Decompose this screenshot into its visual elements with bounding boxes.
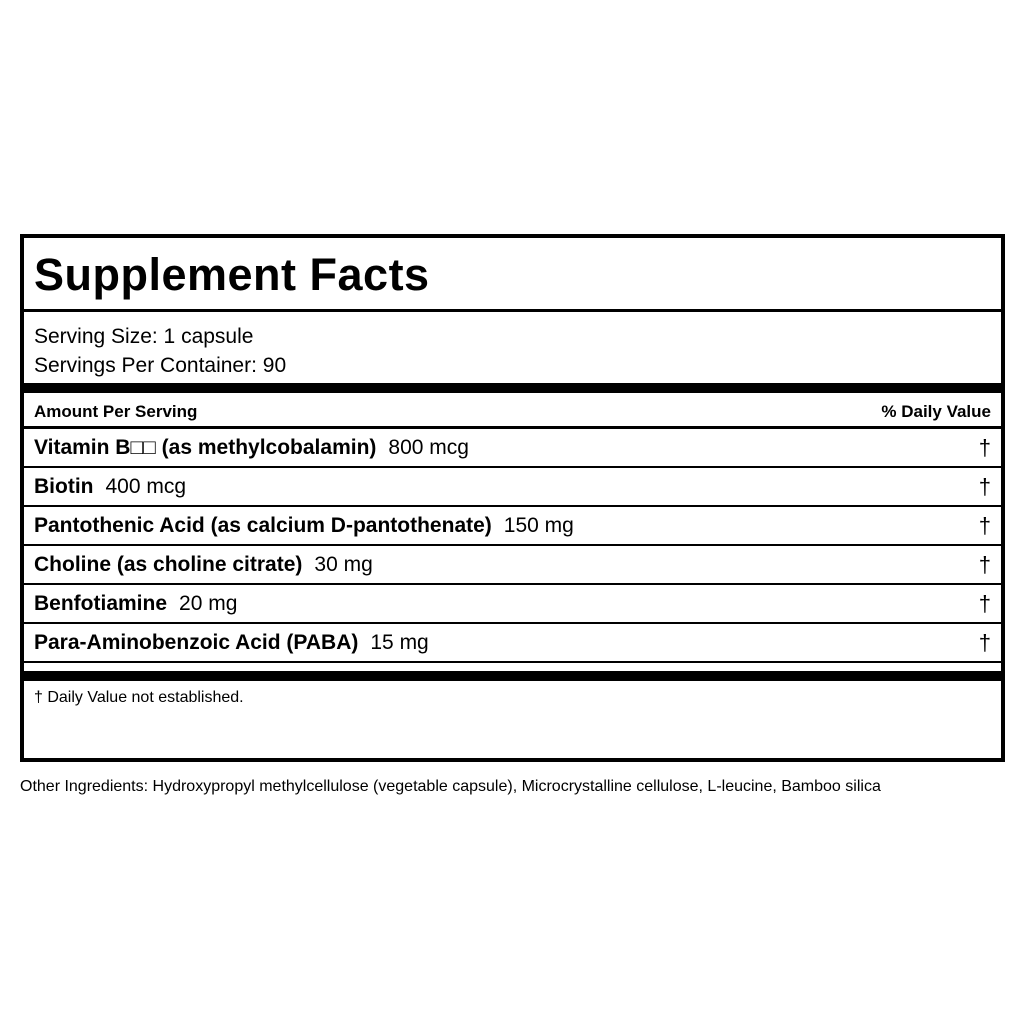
nutrient-row — [24, 507, 1001, 546]
nutrient-name-group — [34, 514, 574, 538]
daily-value-footnote: † Daily Value not established. — [34, 689, 244, 706]
nutrient-name: Para-Aminobenzoic Acid (PABA) — [34, 630, 359, 654]
nutrient-amount: 800 mcg — [388, 435, 469, 459]
serving-info — [24, 312, 1001, 383]
nutrient-amount: 15 mg — [370, 630, 429, 654]
thick-divider-top — [24, 383, 1001, 393]
nutrient-name: Vitamin B□□ (as methylcobalamin) — [34, 435, 377, 459]
amount-per-serving-label: Amount Per Serving — [34, 401, 198, 421]
nutrient-name: Benfotiamine — [34, 591, 168, 615]
row-spacer — [24, 663, 1001, 671]
nutrient-amount: 400 mcg — [105, 474, 187, 498]
nutrient-row — [24, 546, 1001, 585]
nutrient-amount: 30 mg — [314, 552, 373, 576]
panel-title: Supplement Facts — [24, 238, 1001, 312]
nutrient-dv: † — [978, 590, 991, 616]
nutrient-name-group — [34, 475, 186, 499]
nutrient-dv: † — [978, 473, 991, 499]
nutrient-amount: 150 mg — [503, 513, 574, 537]
nutrient-name: Biotin — [34, 474, 94, 498]
supplement-facts-panel — [20, 234, 1005, 762]
other-ingredients: Other Ingredients: Hydroxypropyl methylcellulose (vegetable capsule), Microcrystalline cellulose, L-leucine, Bamboo silica — [20, 778, 881, 795]
nutrient-name-group — [34, 592, 237, 616]
thick-divider-bottom — [24, 671, 1001, 681]
nutrient-name-group — [34, 553, 373, 577]
serving-size: Serving Size: 1 capsule — [34, 325, 254, 348]
nutrient-name-group — [34, 631, 429, 655]
nutrient-row — [24, 429, 1001, 468]
nutrient-dv: † — [978, 434, 991, 460]
daily-value-label: % Daily Value — [881, 401, 991, 421]
nutrient-row — [24, 468, 1001, 507]
column-header-row — [24, 393, 1001, 429]
nutrient-name: Choline (as choline citrate) — [34, 552, 303, 576]
nutrient-dv: † — [978, 629, 991, 655]
nutrient-row — [24, 624, 1001, 663]
servings-per-container: Servings Per Container: 90 — [34, 354, 287, 377]
nutrient-row — [24, 585, 1001, 624]
nutrient-dv: † — [978, 512, 991, 538]
nutrient-name: Pantothenic Acid (as calcium D-pantothenate) — [34, 513, 492, 537]
nutrient-name-group — [34, 436, 469, 460]
nutrient-amount: 20 mg — [179, 591, 238, 615]
nutrient-dv: † — [978, 551, 991, 577]
